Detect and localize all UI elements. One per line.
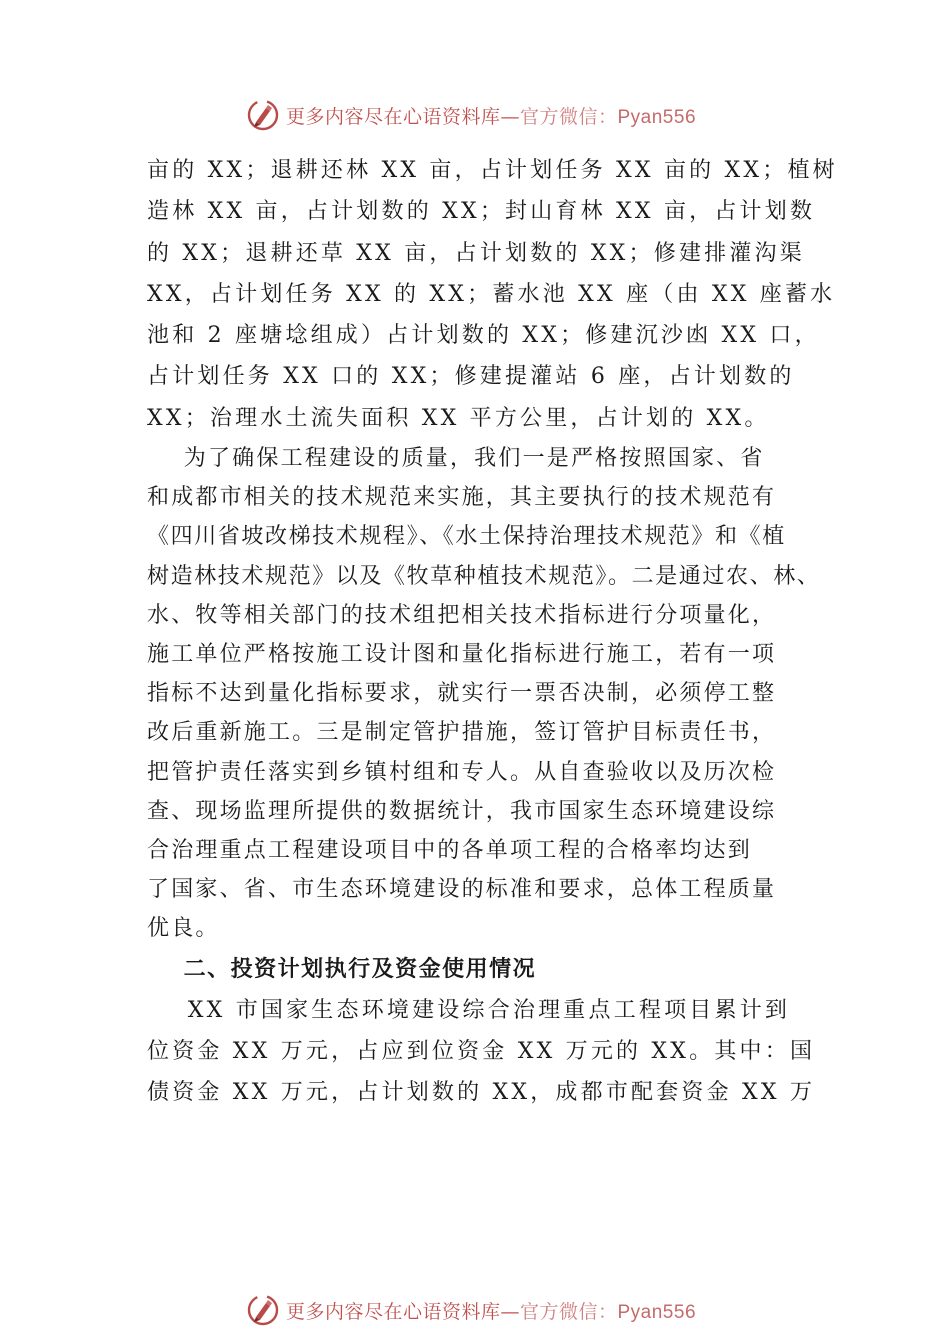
text-line: 把管护责任落实到乡镇村组和专人。从自查验收以及历次检 xyxy=(147,759,777,785)
header-banner xyxy=(0,95,950,135)
banner-wechat-label: 官方微信： xyxy=(519,105,618,128)
text-line: XX 市国家生态环境建设综合治理重点工程项目累计到 xyxy=(147,997,791,1023)
text-line: 《四川省坡改梯技术规程》、《水土保持治理技术规范》和《植 xyxy=(147,524,786,550)
banner-wechat-id: Pyan556 xyxy=(617,106,697,128)
text-line: 占计划任务 XX 口的 XX；修建提灌站 6 座，占计划数的 xyxy=(147,364,795,390)
paragraph-3 xyxy=(147,990,837,1114)
text-line: 的 XX；退耕还草 XX 亩，占计划数的 XX；修建排灌沟渠 xyxy=(147,240,805,266)
text-line: 亩的 XX；退耕还林 XX 亩，占计划任务 XX 亩的 XX；植树 xyxy=(147,158,838,183)
text-line: 树造林技术规范》以及《牧草种植技术规范》。二是通过农、林、 xyxy=(147,563,821,589)
text-line: 水、牧等相关部门的技术组把相关技术指标进行分项量化， xyxy=(147,602,777,628)
footer-banner xyxy=(0,1290,950,1330)
text-line: XX；治理水土流失面积 XX 平方公里，占计划的 XX。 xyxy=(147,405,770,431)
paragraph-1 xyxy=(147,150,837,439)
banner-wechat-label: 官方微信： xyxy=(519,1300,618,1323)
text-line: 施工单位严格按施工设计图和量化指标进行施工，若有一项 xyxy=(147,642,777,668)
text-line: 造林 XX 亩，占计划数的 XX；封山育林 XX 亩，占计划数 xyxy=(147,199,816,225)
text-line: 了国家、省、市生态环境建设的标准和要求，总体工程质量 xyxy=(147,877,777,903)
banner-slogan: 更多内容尽在心语资料库— xyxy=(285,1300,520,1323)
text-line: 改后重新施工。三是制定管护措施，签订管护目标责任书， xyxy=(147,720,777,746)
text-line: 债资金 XX 万元，占计划数的 XX，成都市配套资金 XX 万 xyxy=(147,1080,816,1106)
banner-slogan: 更多内容尽在心语资料库— xyxy=(285,105,520,128)
text-line: 合治理重点工程建设项目中的各单项工程的合格率均达到 xyxy=(147,837,753,863)
section-heading xyxy=(147,949,837,990)
text-line: 查、现场监理所提供的数据统计，我市国家生态环境建设综 xyxy=(147,798,777,824)
section-heading-text: 二、投资计划执行及资金使用情况 xyxy=(183,956,537,982)
text-line: 指标不达到量化指标要求，就实行一票否决制，必须停工整 xyxy=(147,681,777,707)
pen-logo-icon xyxy=(246,1293,280,1327)
paragraph-2 xyxy=(147,439,837,948)
pen-logo-icon xyxy=(246,98,280,132)
banner-text xyxy=(286,102,696,129)
text-line: 池和 2 座塘埝组成）占计划数的 XX；修建沉沙凼 XX 口， xyxy=(147,323,820,349)
text-line: 优良。 xyxy=(147,916,220,942)
banner-wechat-id: Pyan556 xyxy=(617,1301,697,1323)
banner-text xyxy=(286,1297,696,1324)
text-line: 位资金 XX 万元，占应到位资金 XX 万元的 XX。其中：国 xyxy=(147,1039,816,1065)
text-line: XX，占计划任务 XX 的 XX；蓄水池 XX 座（由 XX 座蓄水 xyxy=(147,281,836,307)
text-line: 和成都市相关的技术规范来实施，其主要执行的技术规范有 xyxy=(147,485,777,511)
document-body xyxy=(147,150,837,1114)
text-line: 为了确保工程建设的质量，我们一是严格按照国家、省 xyxy=(147,446,765,472)
